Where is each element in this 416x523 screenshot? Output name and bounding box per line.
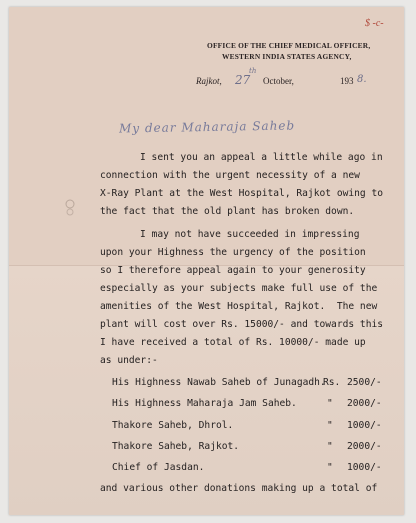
day-superscript: th [249, 67, 257, 75]
donor-name: Thakore Saheb, Dhrol. [112, 420, 234, 431]
body-line: so I therefore appeal again to your generosity [100, 265, 366, 276]
donation-amount: 1000/- [347, 462, 382, 473]
body-line: X-Ray Plant at the West Hospital, Rajkot owing to [100, 188, 384, 199]
body-line: especially as your subjects make full use of the [100, 283, 378, 294]
body-line: amenities of the West Hospital, Rajkot. The new [100, 301, 378, 312]
donor-name: Thakore Saheb, Rajkot. [112, 441, 240, 452]
body-line: connection with the urgent necessity of a new [100, 170, 360, 181]
place: Rajkot, [196, 76, 222, 86]
donation-prefix: " [327, 441, 333, 452]
body-line: the fact that the old plant has broken down. [100, 206, 355, 217]
corner-mark: $ -c- [365, 18, 384, 29]
body-line: as under:- [100, 355, 158, 366]
donation-amount: 2000/- [347, 441, 382, 452]
donation-amount: 1000/- [347, 420, 382, 431]
office-heading-line1: OFFICE OF THE CHIEF MEDICAL OFFICER, [207, 41, 371, 50]
donation-amount: 2500/- [347, 377, 382, 388]
donation-prefix: Rs. [323, 377, 341, 388]
donor-name: His Highness Nawab Saheb of Junagadh. [112, 377, 326, 388]
body-line: plant will cost over Rs. 15000/- and towards this [100, 319, 384, 330]
body-line: I sent you an appeal a little while ago in [140, 152, 383, 163]
body-line: I may not have succeeded in impressing [140, 229, 360, 240]
salutation-handwritten: My dear Maharaja Saheb [118, 118, 296, 136]
year-handwritten: 8. [357, 74, 367, 85]
office-heading-line2: WESTERN INDIA STATES AGENCY, [222, 52, 352, 61]
year-printed: 193 [340, 76, 354, 86]
closing-line: and various other donations making up a total of [100, 483, 378, 494]
donation-prefix: " [327, 420, 333, 431]
donor-name: Chief of Jasdan. [112, 462, 205, 473]
month: October, [263, 76, 294, 86]
donation-prefix: " [327, 462, 333, 473]
letter-page [9, 7, 404, 515]
donation-amount: 2000/- [347, 398, 382, 409]
donor-name: His Highness Maharaja Jam Saheb. [112, 398, 297, 409]
punch-hole-marks [62, 197, 78, 219]
body-line: upon your Highness the urgency of the position [100, 247, 366, 258]
day-handwritten: 27 [235, 73, 251, 87]
body-line: I have received a total of Rs. 10000/- made up [100, 337, 366, 348]
donation-prefix: " [327, 398, 333, 409]
